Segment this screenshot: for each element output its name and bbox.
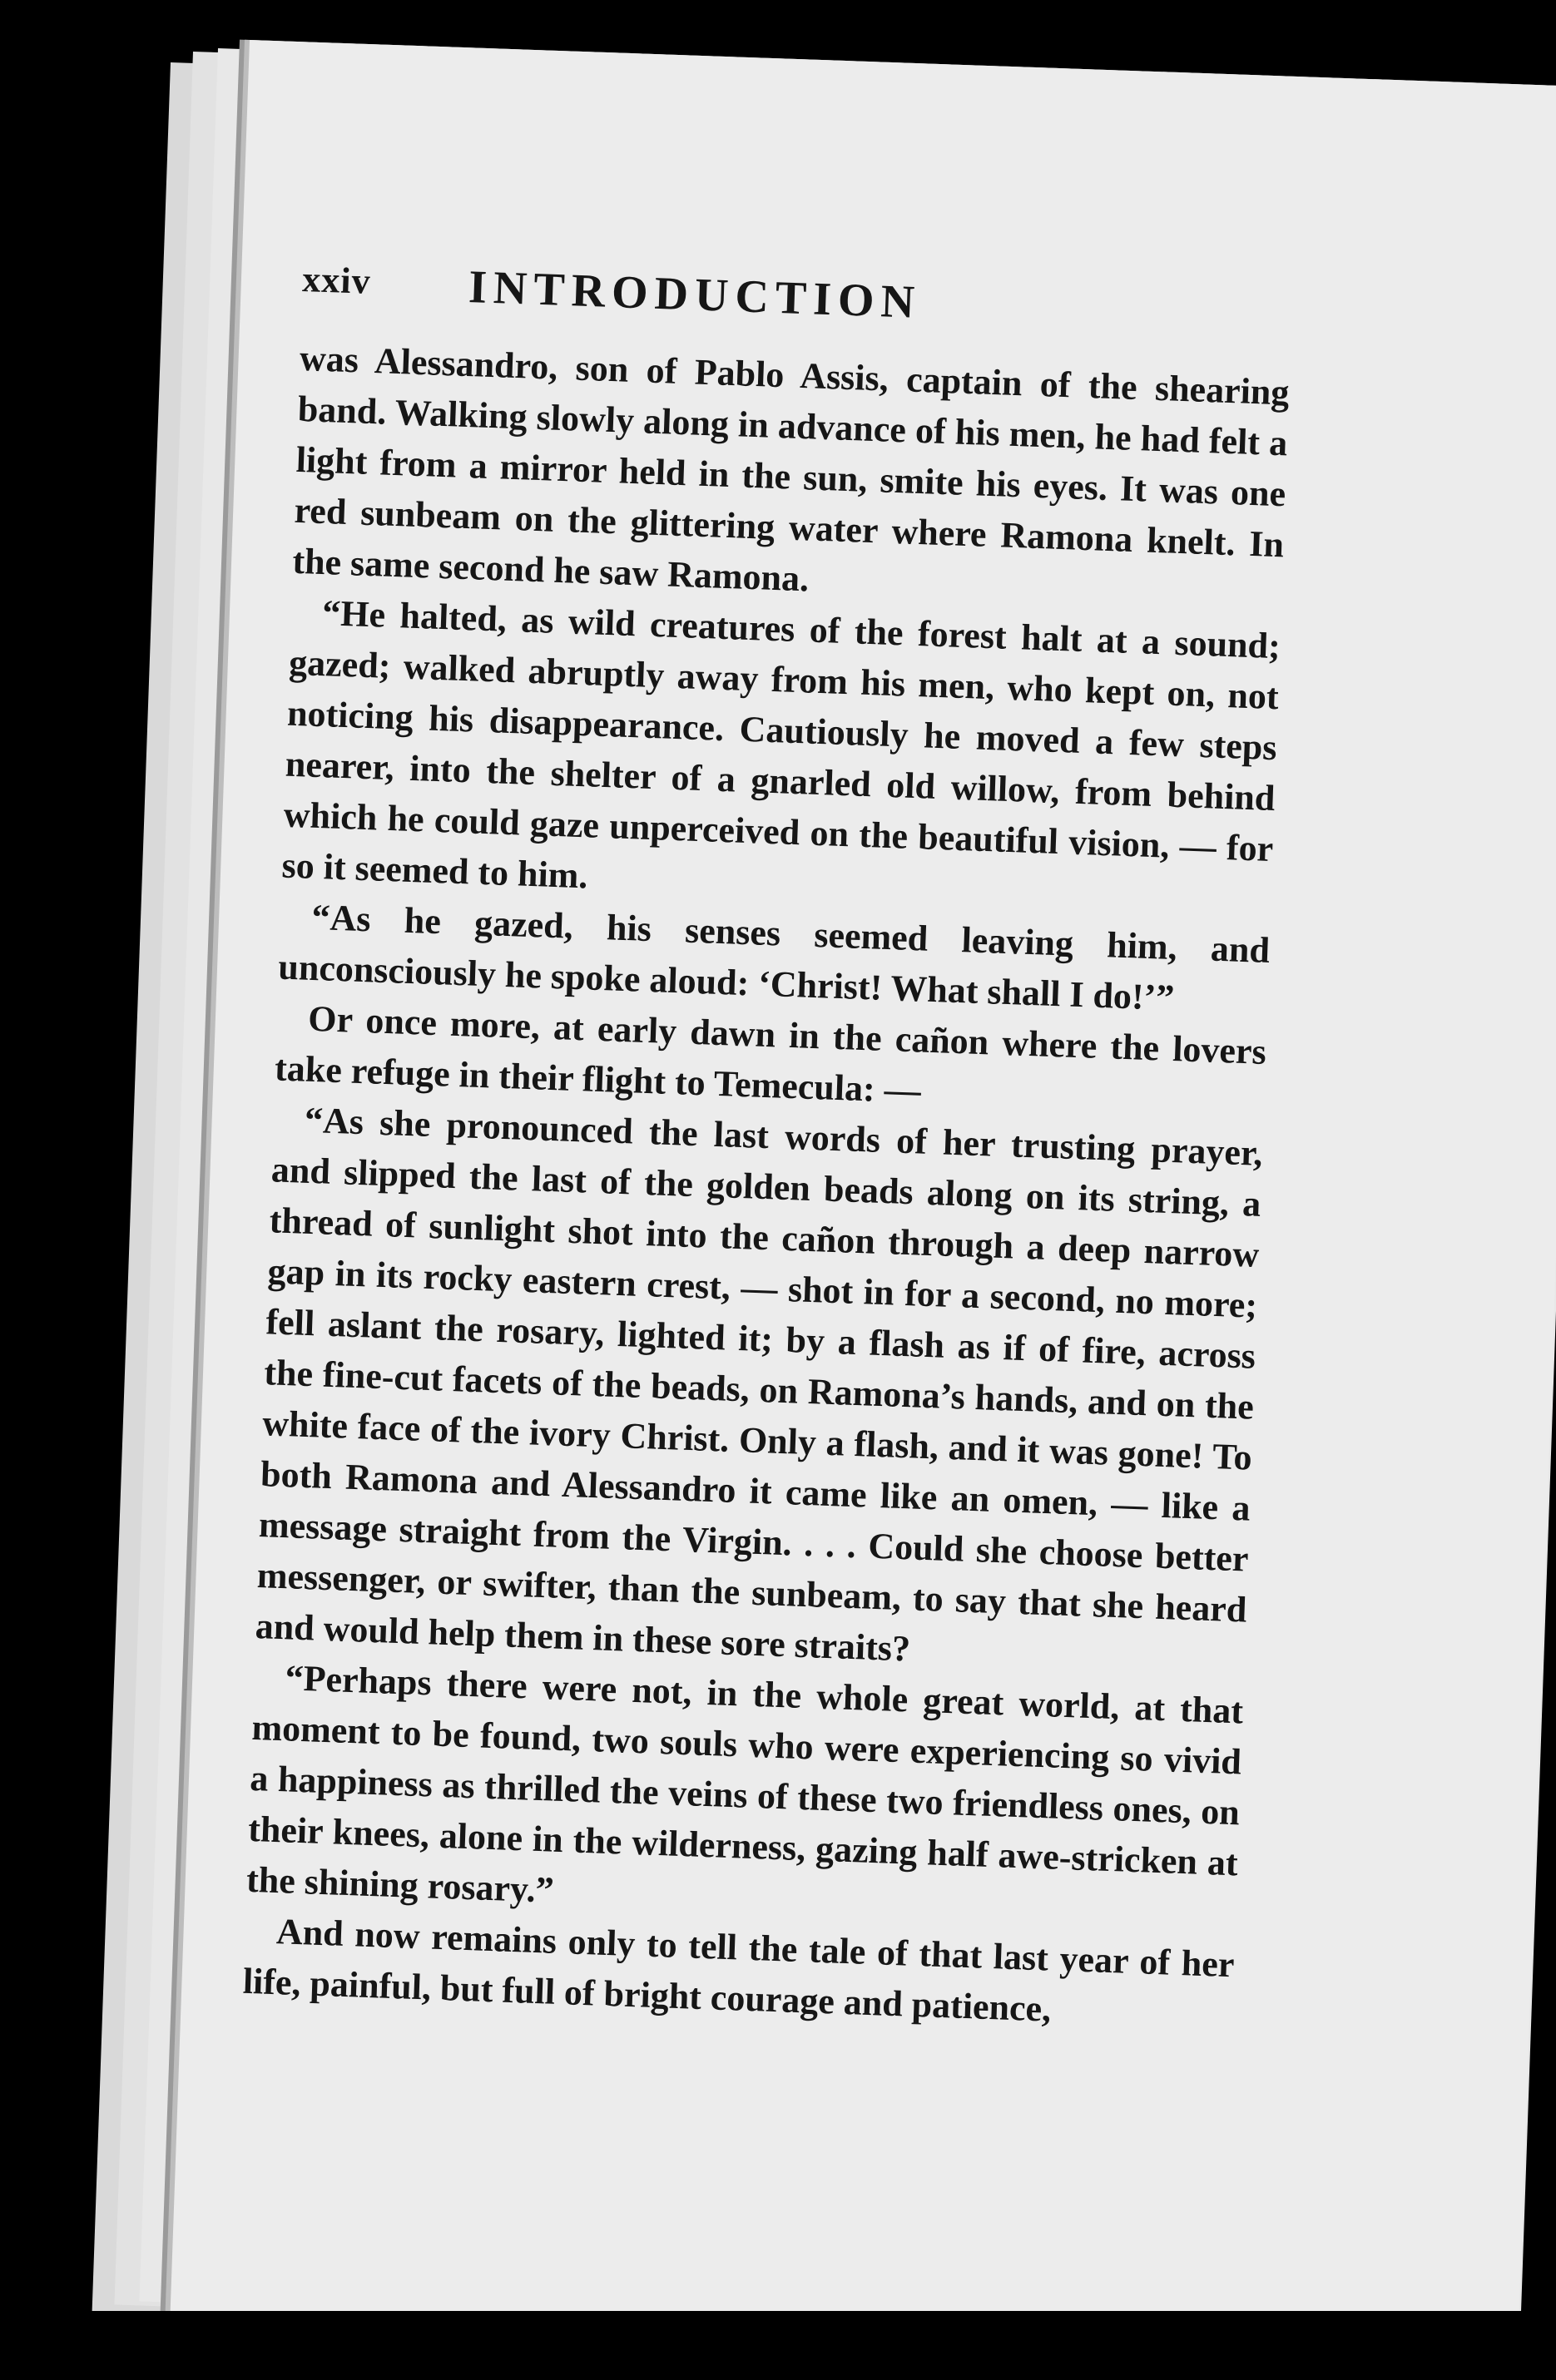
- page-number: xxiv: [301, 258, 372, 302]
- running-title: INTRODUCTION: [468, 260, 923, 329]
- paragraph: “He halted, as wild creatures of the forest halt at a sound; gazed; walked abruptly away from his men, who kept on, not noticing his disappearance. Cautiously he moved a few steps nearer, into the shelter of a gnarled old willow, from behind which he could gaze unperceived on the beautiful vision, — for so it seemed to him.: [280, 592, 1281, 897]
- scan-bottom-border: [0, 2311, 1556, 2380]
- page-text-block: [242, 241, 1293, 2041]
- paragraph: “As he gazed, his senses seemed leaving him, and unconsciously he spoke aloud: ‘Christ! What shall I do!’”: [277, 896, 1271, 1019]
- paragraph: “As she pronounced the last words of her trusting prayer, and slipped the last of the golden beads along on its string, a thread of sunlight shot into the cañon through a deep narrow gap in its rocky eastern crest, — shot in for a second, no more; fell aslant the rosary, lighted it; by a flash as if of fire, across the fine-cut facets of the beads, on Ramona’s hands, and on the white face of the ivory Christ. Only a flash, and it was gone! To both Ramona and Alessandro it came like an omen, — like a message straight from the Virgin. . . . Could she choose better messenger, or swifter, than the sunbeam, to say that she heard and would help them in these sore straits?: [255, 1099, 1264, 1670]
- paragraph: Or once more, at early dawn in the cañon where the lovers take refuge in their flight to Temecula: —: [274, 997, 1267, 1111]
- paragraph: And now remains only to tell the tale of that last year of her life, painful, but full of bright courage and patience,: [242, 1911, 1236, 2030]
- paragraph: was Alessandro, son of Pablo Assis, captain of the shearing band. Walking slowly along in advance of his men, he had felt a light from a mirror held in the sun, smite his eyes. It was one red sunbeam on the glittering water where Ramona knelt. In the same second he saw Ramona.: [291, 337, 1291, 600]
- paragraph: “Perhaps there were not, in the whole great world, at that moment to be found, two souls who were experiencing so vivid a happiness as thrilled the veins of these two friendless ones, on their knees, alone in the wilderness, gazing half awe-stricken at the shining rosary.”: [245, 1657, 1244, 1911]
